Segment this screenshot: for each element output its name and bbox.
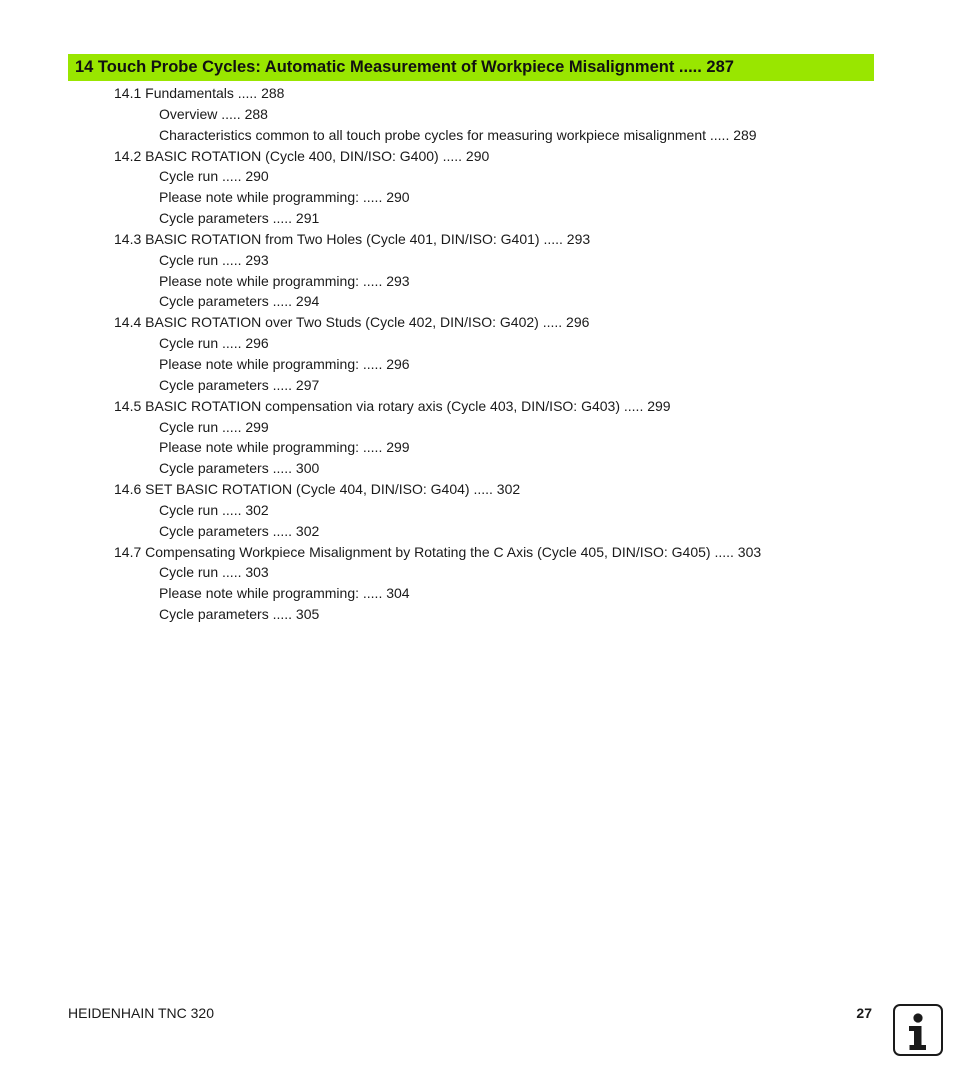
toc-section [114, 542, 874, 625]
toc-entry[interactable]: Cycle parameters ..... 300 [159, 460, 320, 477]
toc-entry[interactable]: Please note while programming: ..... 296 [159, 355, 410, 372]
toc-entry[interactable]: Please note while programming: ..... 299 [159, 439, 410, 456]
toc-entry[interactable]: Cycle parameters ..... 291 [159, 210, 320, 227]
toc-section-title[interactable]: 14.4 BASIC ROTATION over Two Studs (Cycle 402, DIN/ISO: G402) ..... 296 [114, 314, 590, 331]
toc-section-title[interactable]: 14.1 Fundamentals ..... 288 [114, 85, 285, 101]
toc-entry[interactable]: Cycle parameters ..... 297 [159, 376, 320, 393]
chapter-heading-bar [68, 54, 874, 81]
toc-section-title[interactable]: 14.6 SET BASIC ROTATION (Cycle 404, DIN/ISO: G404) ..... 302 [114, 481, 521, 498]
toc-section-title[interactable]: 14.3 BASIC ROTATION from Two Holes (Cycle 401, DIN/ISO: G401) ..... 293 [114, 230, 591, 247]
toc-entry[interactable]: Please note while programming: ..... 293 [159, 272, 410, 289]
toc-entry[interactable]: Characteristics common to all touch probe cycles for measuring workpiece misalignment ..... 289 [159, 126, 757, 143]
table-of-contents [114, 83, 874, 625]
toc-section [114, 396, 874, 479]
info-glyph [895, 1006, 941, 1054]
toc-section [114, 479, 874, 542]
toc-entry[interactable]: Cycle parameters ..... 302 [159, 522, 320, 539]
toc-entry[interactable]: Cycle parameters ..... 294 [159, 293, 320, 310]
toc-entry[interactable]: Cycle run ..... 303 [159, 564, 269, 581]
toc-entry[interactable]: Cycle run ..... 302 [159, 501, 269, 518]
toc-entry[interactable]: Please note while programming: ..... 304 [159, 585, 410, 602]
toc-section [114, 146, 874, 229]
chapter-title[interactable]: 14 Touch Probe Cycles: Automatic Measurement of Workpiece Misalignment ..... 287 [75, 58, 734, 76]
toc-entry[interactable]: Cycle parameters ..... 305 [159, 606, 320, 623]
page-number: 27 [856, 1005, 872, 1021]
toc-entry[interactable]: Overview ..... 288 [159, 105, 268, 122]
toc-entry[interactable]: Cycle run ..... 290 [159, 168, 269, 185]
footer-product-name: HEIDENHAIN TNC 320 [68, 1005, 215, 1021]
toc-entry[interactable]: Cycle run ..... 293 [159, 251, 269, 268]
toc-section [114, 312, 874, 395]
toc-section [114, 83, 874, 146]
toc-section-title[interactable]: 14.5 BASIC ROTATION compensation via rotary axis (Cycle 403, DIN/ISO: G403) ..... 299 [114, 397, 671, 414]
toc-entry[interactable]: Cycle run ..... 299 [159, 418, 269, 435]
toc-entry[interactable]: Cycle run ..... 296 [159, 335, 269, 352]
toc-section-title[interactable]: 14.7 Compensating Workpiece Misalignment by Rotating the C Axis (Cycle 405, DIN/ISO: G405) ..... 303 [114, 543, 762, 560]
toc-section-title[interactable]: 14.2 BASIC ROTATION (Cycle 400, DIN/ISO: G400) ..... 290 [114, 147, 490, 164]
toc-section [114, 229, 874, 312]
info-icon [893, 1004, 943, 1056]
toc-entry[interactable]: Please note while programming: ..... 290 [159, 189, 410, 206]
